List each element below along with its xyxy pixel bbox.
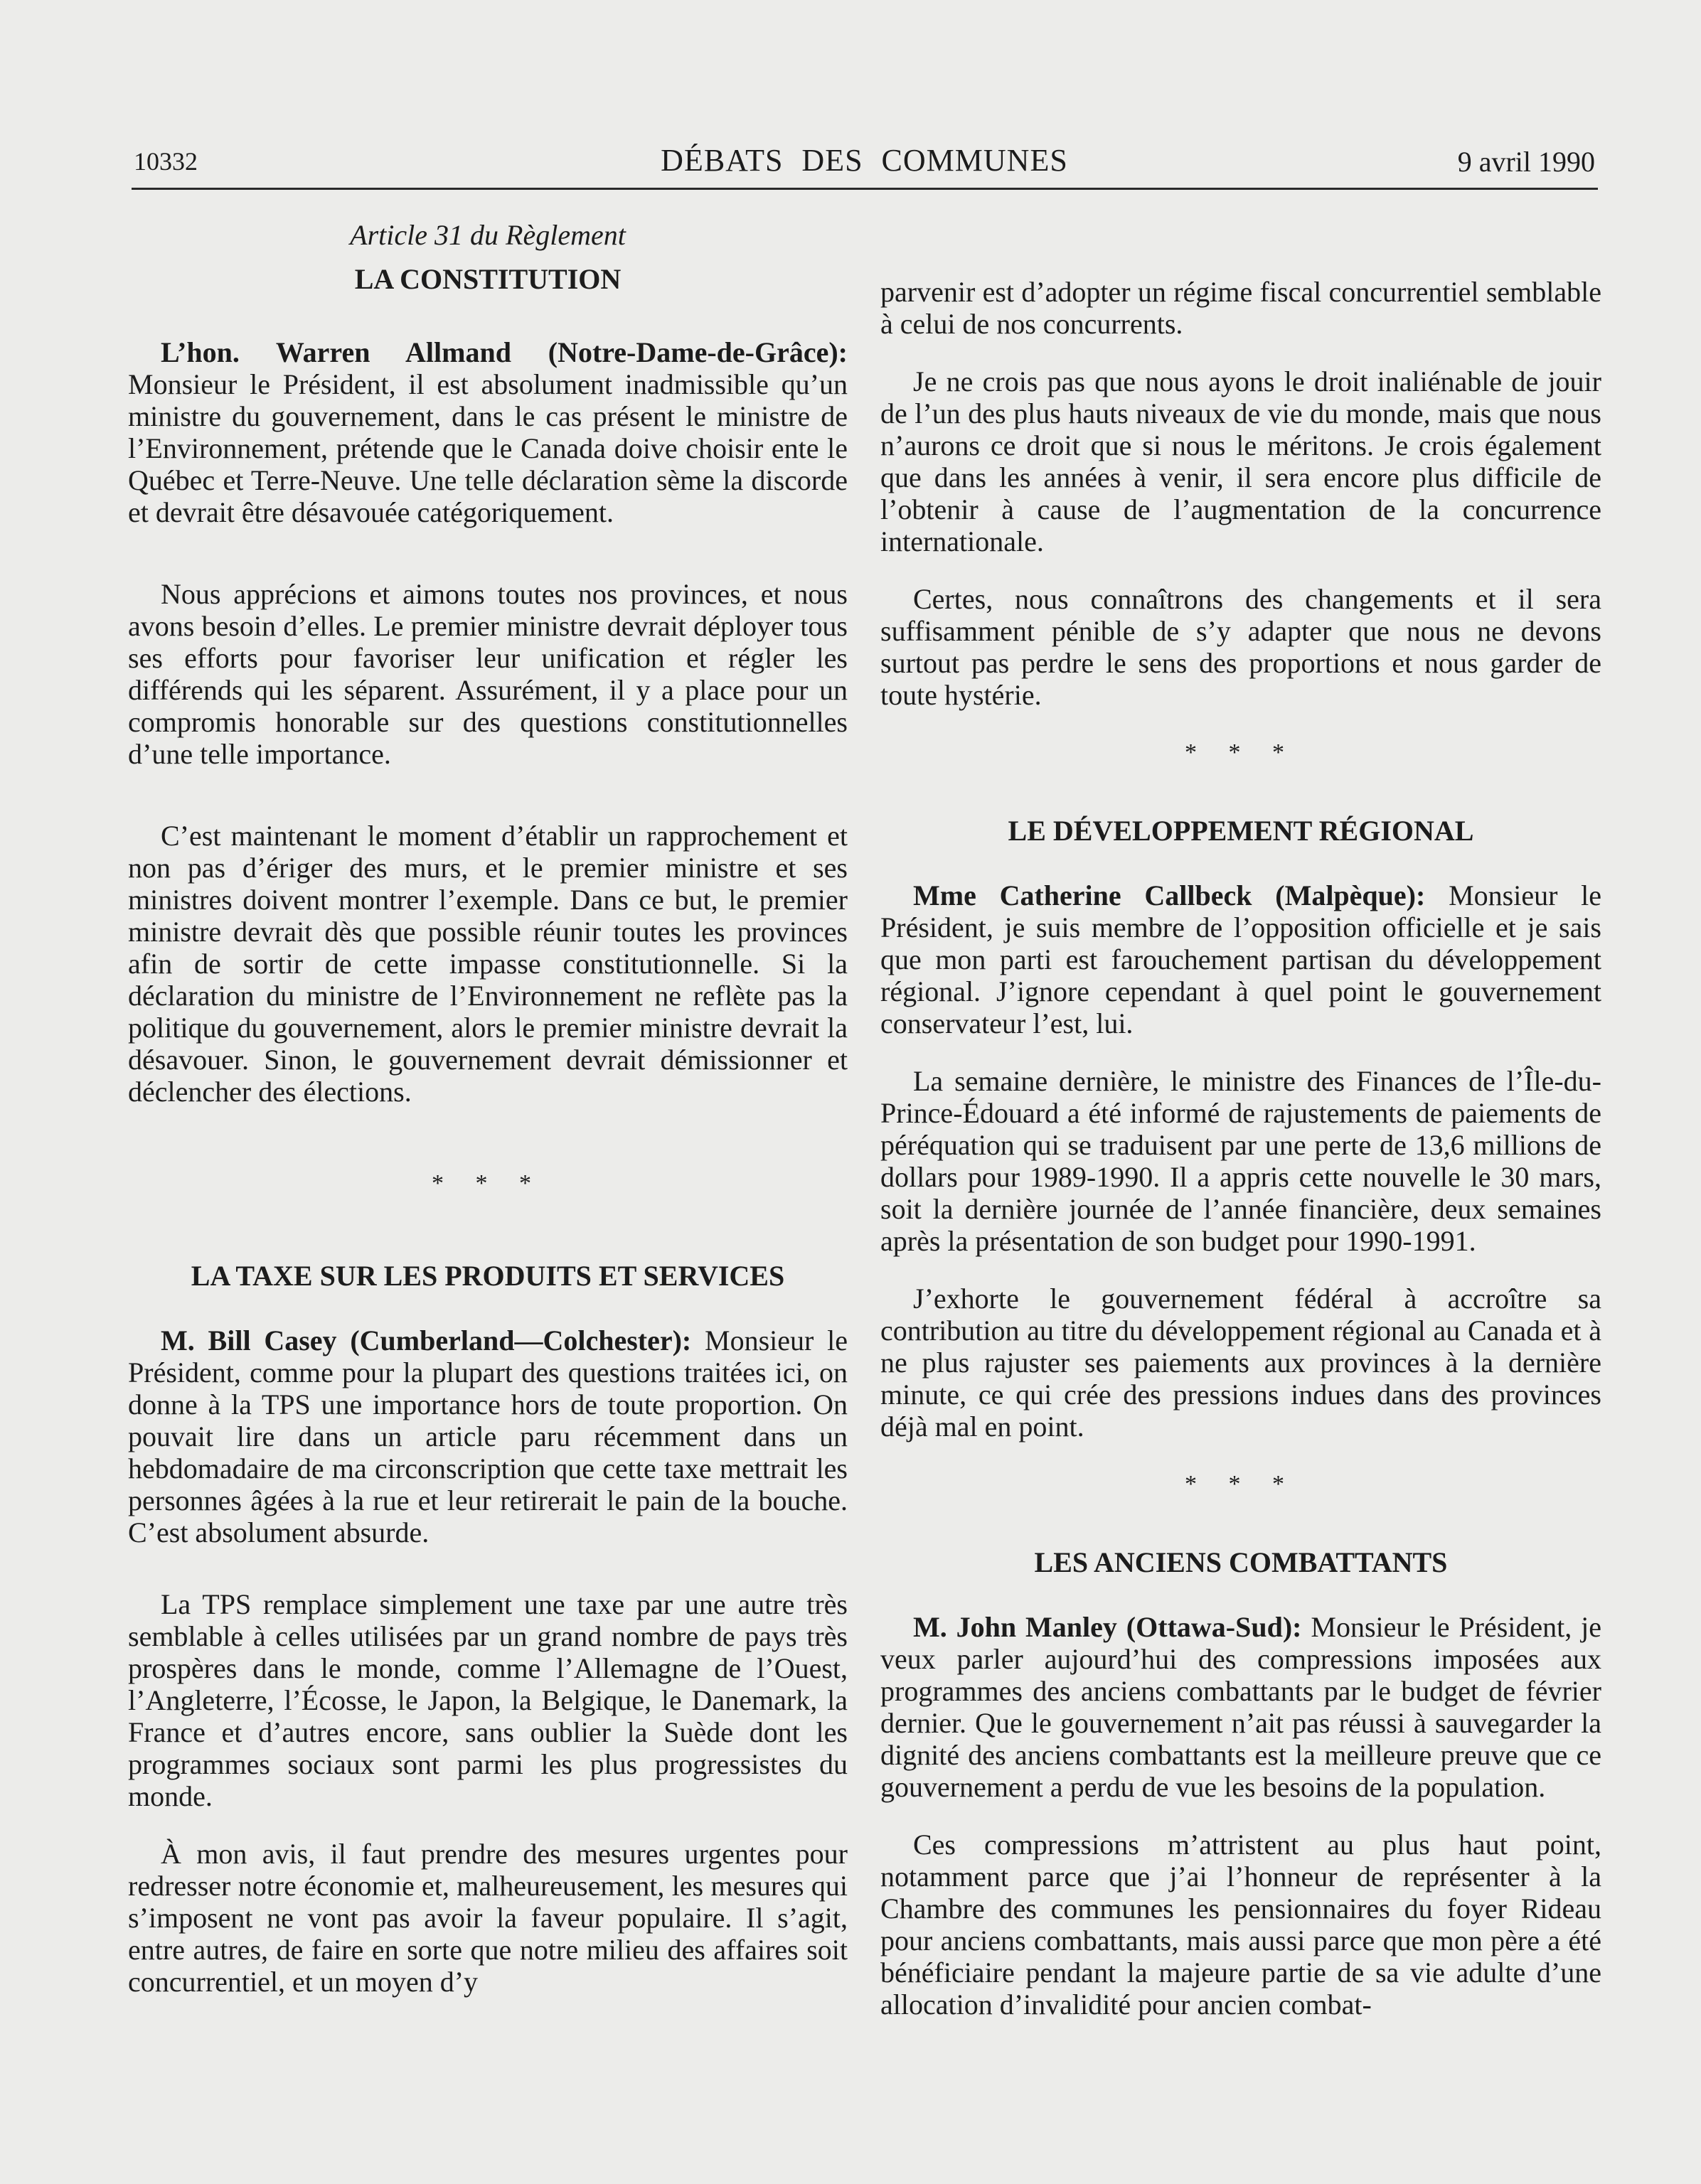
section-heading-gst: LA TAXE SUR LES PRODUITS ET SERVICES — [191, 1260, 785, 1292]
section-heading-regional-development: LE DÉVELOPPEMENT RÉGIONAL — [1008, 815, 1474, 847]
section-separator: * * * — [1185, 1471, 1297, 1497]
paragraph: À mon avis, il faut prendre des mesures urgentes pour redresser notre économie et, malheureusement, les mesures qui s’imposent ne vont pas avoir la faveur populaire. Il s’agit, entre autres, de faire en sorte que notre milieu des affaires soit concurrentiel, et un moyen d’y — [128, 1838, 848, 1998]
section-heading-veterans: LES ANCIENS COMBATTANTS — [1034, 1546, 1448, 1578]
right-column — [880, 276, 1601, 2046]
paragraph-text: Monsieur le Président, je veux parler aujourd’hui des compressions imposées aux programmes des anciens combattants par le budget de février dernier. Que le gouvernement n’ait pas réussi à sauvegarder la dignité des anciens combattants est la meilleure preuve que ce gouvernement a perdu de vue les besoins de la population. — [880, 1611, 1602, 1803]
paragraph: La semaine dernière, le ministre des Finances de l’Île-du-Prince-Édouard a été informé de rajustements de paiements de péréquation qui se traduisent par une perte de 13,6 millions de dollars pour 1989-1990. Il a appris cette nouvelle le 30 mars, soit la dernière journée de l’année financière, deux semaines après la présentation de son budget pour 1990-1991. — [880, 1065, 1601, 1257]
paragraph-manley — [880, 1611, 1601, 1803]
paragraph-text: Monsieur le Président, comme pour la plupart des questions traitées ici, on donne à la TPS une importance hors de toute proportion. On pouvait lire dans un article paru récemment dans un hebdomadaire de ma circonscription que cette taxe mettrait les personnes âgées à la rue et leur retirerait le pain de la bouche. C’est absolument absurde. — [128, 1324, 848, 1548]
section-heading-constitution: LA CONSTITUTION — [354, 263, 622, 295]
paragraph-callbeck — [880, 879, 1601, 1039]
paragraph: J’exhorte le gouvernement fédéral à accroître sa contribution au titre du développement régional au Canada et à ne plus rajuster ses paiements aux provinces à la dernière minute, ce qui crée des pressions indues dans des provinces déjà mal en point. — [880, 1283, 1601, 1442]
header-rule — [132, 188, 1598, 190]
paragraph: Je ne crois pas que nous ayons le droit inaliénable de jouir de l’un des plus hauts niveaux de vie du monde, mais que nous n’aurons ce droit que si nous le méritons. Je crois également que dans les années à venir, il sera encore plus difficile de l’obtenir à cause de l’augmentation de la concurrence internationale. — [880, 365, 1601, 557]
paragraph: parvenir est d’adopter un régime fiscal concurrentiel semblable à celui de nos concurrents. — [880, 276, 1601, 340]
paragraph: Nous apprécions et aimons toutes nos provinces, et nous avons besoin d’elles. Le premier ministre devrait déployer tous ses efforts pour favoriser leur unification et régler les différends qui les séparent. Assurément, il y a place pour un compromis honorable sur des questions constitutionnelles d’une telle importance. — [128, 578, 848, 770]
paragraph-casey — [128, 1324, 848, 1548]
speaker-name: M. Bill Casey (Cumberland—Colchester): — [161, 1324, 692, 1356]
standing-order-caption: Article 31 du Règlement — [350, 219, 626, 251]
left-column — [128, 219, 848, 2023]
section-separator: * * * — [432, 1170, 544, 1197]
paragraph-text: Monsieur le Président, je suis membre de l’opposition officielle et je sais que mon parti est farouchement partisan du développement régional. J’ignore cependant à quel point le gouvernement conservateur l’est, lui. — [880, 879, 1602, 1039]
running-header — [134, 142, 1595, 186]
paragraph: Ces compressions m’attristent au plus haut point, notamment parce que j’ai l’honneur de représenter à la Chambre des communes les pensionnaires du foyer Rideau pour anciens combattants, mais aussi parce que mon père a été bénéficiaire pendant la majeure partie de sa vie adulte d’une allocation d’invalidité pour ancien combat- — [880, 1829, 1601, 2020]
speaker-name: Mme Catherine Callbeck (Malpèque): — [913, 879, 1426, 911]
section-separator: * * * — [1185, 739, 1297, 766]
page-number: 10332 — [134, 147, 198, 176]
speaker-name: M. John Manley (Ottawa-Sud): — [913, 1611, 1302, 1643]
publication-date: 9 avril 1990 — [1457, 146, 1595, 178]
paragraph: La TPS remplace simplement une taxe par une autre très semblable à celles utilisées par un grand nombre de pays très prospères dans le monde, comme l’Allemagne de l’Ouest, l’Angleterre, l’Écosse, le Japon, la Belgique, le Danemark, la France et d’autres encore, sans oublier la Suède dont les programmes sociaux sont parmi les plus progressistes du monde. — [128, 1588, 848, 1812]
speaker-name: L’hon. Warren Allmand (Notre-Dame-de-Grâce): — [161, 336, 848, 368]
publication-title: DÉBATS DES COMMUNES — [661, 143, 1068, 178]
paragraph-allmand — [128, 336, 848, 528]
paragraph-text: Monsieur le Président, il est absolument inadmissible qu’un ministre du gouvernement, dans le cas présent le ministre de l’Environnement, prétende que le Canada doive choisir ente le Québec et Terre-Neuve. Une telle déclaration sème la discorde et devrait être désavouée catégoriquement. — [128, 368, 848, 528]
paragraph: Certes, nous connaîtrons des changements et il sera suffisamment pénible de s’y adapter que nous ne devons surtout pas perdre le sens des proportions et nous garder de toute hystérie. — [880, 583, 1601, 711]
paragraph: C’est maintenant le moment d’établir un rapprochement et non pas d’ériger des murs, et le premier ministre et ses ministres doivent montrer l’exemple. Dans ce but, le premier ministre devrait dès que possible réunir toutes les provinces afin de sortir de cette impasse constitutionnelle. Si la déclaration du ministre de l’Environnement ne reflète pas la politique du gouvernement, alors le premier ministre devrait la désavouer. Sinon, le gouvernement devrait démissionner et déclencher des élections. — [128, 820, 848, 1108]
